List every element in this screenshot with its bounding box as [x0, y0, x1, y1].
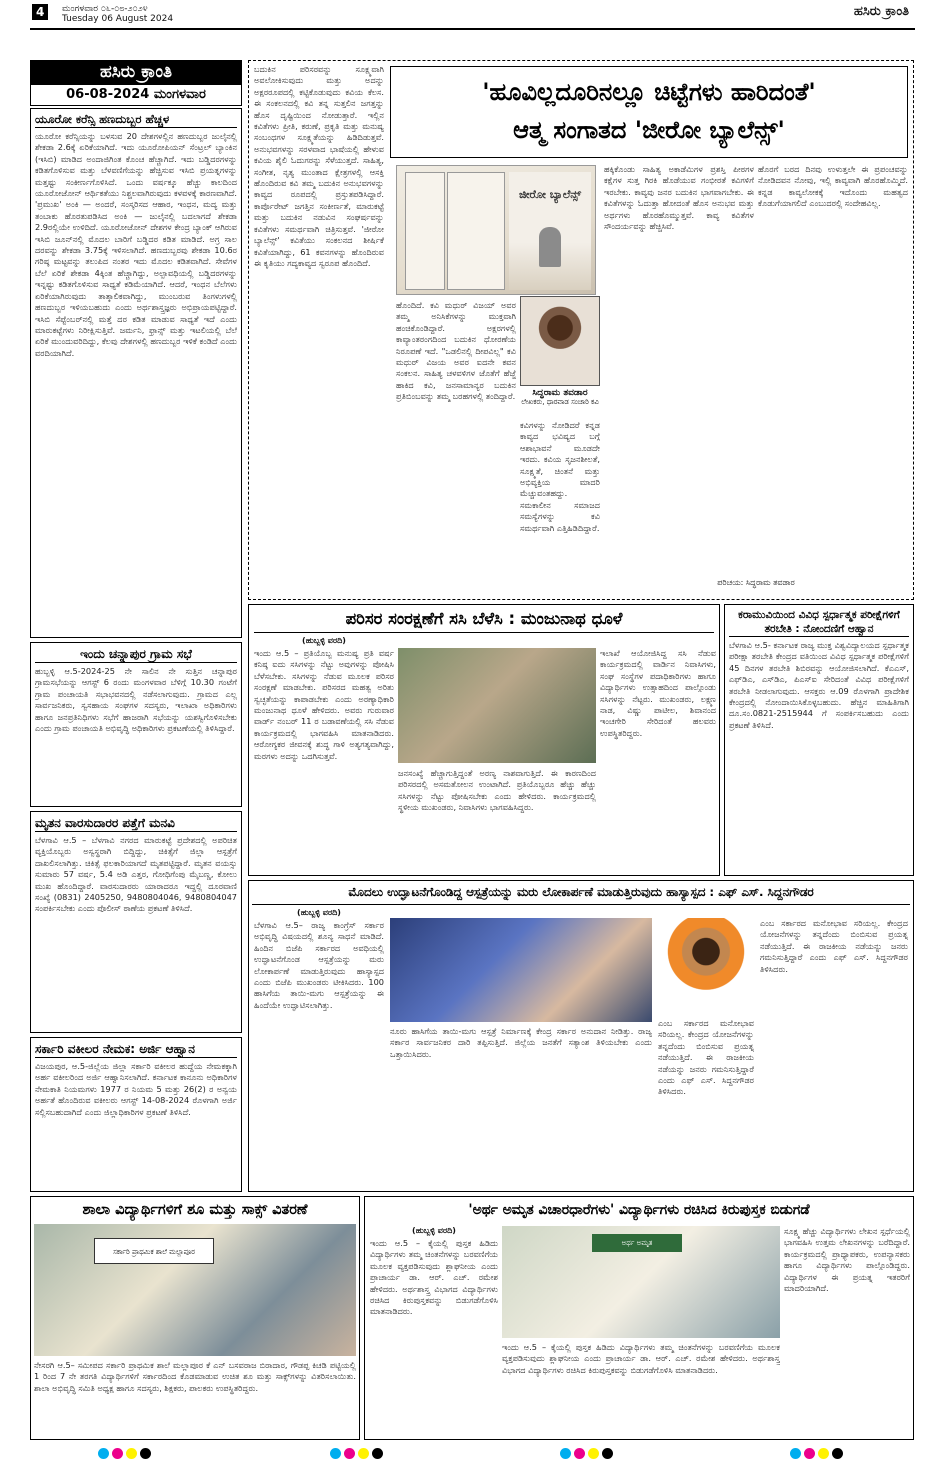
headline: ಪರಿಸರ ಸಂರಕ್ಷಣೆಗೆ ಸಸಿ ಬೆಳೆಸಿ : ಮಂಜುನಾಥ ಧೂಳೆ [345, 609, 623, 628]
poet-caption-box [520, 388, 600, 407]
poet-name: ಸಿದ್ಧರಾಮ ತವಡಾರ [532, 388, 588, 398]
feature-col-4: ಹಕ್ಕಿಕೊಂಡು ಸಾಹಿತ್ಯ ಅಕಾಡೆಮಿಗಳ ಪ್ರಶಸ್ತಿ ಪೀಠಗಳ ಕಕ್ಷೆಗಳ ಸುತ್ತ ಗಿರಕಿ ಹೊಡೆಯುವ ಗಂಭೀರತೆ ಕವಿಗಳಿಗೆ ಇರಬೇಕು. ಕಾವ್ಯವು ಜನರ ಬದುಕಿನ ಭಾಗವಾಗಬೇಕು. ಈ ಕವಿತೆಗಳನ್ನು ಓದುತ್ತಾ ಹೋದಂತೆ ಹೊಸ ಅನುಭವ ಮತ್ತು ಅರ್ಥಗಳು ಹೊರಹೊಮ್ಮುತ್ತವೆ. ಕಾವ್ಯ ಕವಿತೆಗಳ ಸೌಂದರ್ಯವನ್ನು ಹೆಚ್ಚಿಸಿವೆ. [604, 164, 754, 232]
author-credit: ಪರಿಚಯ: ಸಿದ್ಧರಾಮ ತವಡಾರ [717, 578, 795, 587]
environment-body-right: ಇಲಾಖೆ ಆಯೋಜಿಸಿದ್ದ ಸಸಿ ನೆಡುವ ಕಾರ್ಯಕ್ರಮದಲ್ಲಿ ವಾರ್ಡಿನ ನಿವಾಸಿಗಳು, ಸಂಘ ಸಂಸ್ಥೆಗಳ ಪದಾಧಿಕಾರಿಗಳು ಹಾಗೂ ವಿದ್ಯಾರ್ಥಿಗಳು ಉತ್ಸಾಹದಿಂದ ಪಾಲ್ಗೊಂಡು ಸಸಿಗಳನ್ನು ನೆಟ್ಟರು. ಮುಖಂಡರು, ಲಕ್ಷ್ಮಣ ನಾಡ, ವಿಷ್ಣು ಪಾಟೀಲ, ಶಿವಾನಂದ ಇಂಚಗೇರಿ ಸೇರಿದಂತೆ ಹಲವರು ಉಪಸ್ಥಿತರಿದ್ದರು. [600, 648, 716, 738]
registration-marks [330, 1444, 386, 1463]
hospital-body-left: ಬೆಳಗಾವಿ ಆ.5– ರಾಜ್ಯ ಕಾಂಗ್ರೆಸ್ ಸರ್ಕಾರ ಅಭಿವೃದ್ಧಿ ವಿಷಯದಲ್ಲಿ ಶೂನ್ಯ ಸಾಧನೆ ಮಾಡಿದೆ. ಹಿಂದಿನ ಬಿಜೆಪಿ ಸರ್ಕಾರದ ಅವಧಿಯಲ್ಲಿ ಉದ್ಘಾಟನೆಗೊಂಡ ಆಸ್ಪತ್ರೆಯನ್ನು ಮರು ಲೋಕಾರ್ಪಣೆ ಮಾಡುತ್ತಿರುವುದು ಹಾಸ್ಯಾಸ್ಪದ ಎಂದು ಬಿಜೆಪಿ ಮುಖಂಡರು ಟೀಕಿಸಿದರು. 100 ಹಾಸಿಗೆಯ ತಾಯಿ-ಮಗು ಆಸ್ಪತ್ರೆಯನ್ನು ಈ ಹಿಂದೆಯೇ ಉದ್ಘಾಟಿಸಲಾಗಿತ್ತು. [254, 920, 384, 1010]
registration-marks [560, 1444, 616, 1463]
siddanagoudar-photo [658, 918, 754, 1014]
divider [254, 632, 714, 633]
feature-title-line2: ಆತ್ಮ ಸಂಗಾತದ 'ಜೀರೋ ಬ್ಯಾಲೆನ್ಸ್' [513, 116, 785, 144]
story-exam-coaching [724, 604, 914, 876]
hospital-body-mid: ನೂರು ಹಾಸಿಗೆಯ ತಾಯಿ-ಮಗು ಆಸ್ಪತ್ರೆ ನಿರ್ಮಾಣಕ್ಕೆ ಕೇಂದ್ರ ಸರ್ಕಾರ ಅನುದಾನ ನೀಡಿತ್ತು. ರಾಜ್ಯ ಸರ್ಕಾರ ಸಾರ್ವಜನಿಕರ ದಾರಿ ತಪ್ಪಿಸುತ್ತಿದೆ. ಜಿಲ್ಲೆಯ ಜನತೆಗೆ ಸತ್ಯಾಂಶ ತಿಳಿಯಬೇಕು ಎಂದು ಒತ್ತಾಯಿಸಿದರು. [390, 1026, 652, 1059]
headline: ಕರಾಮುವಿಯಿಂದ ವಿವಿಧ ಸ್ಪರ್ಧಾತ್ಮಕ ಪರೀಕ್ಷೆಗಳಿಗೆ ತರಬೇತಿ : ನೋಂದಣಿಗೆ ಆಹ್ವಾನ [729, 608, 909, 637]
tree-planting-photo [398, 648, 596, 763]
feature-col-1: ಬದುಕಿನ ಪರಿಸರವನ್ನು ಸೂಕ್ಷ್ಮವಾಗಿ ಅವಲೋಕಿಸುವುದು ಮತ್ತು ಅದನ್ನು ಅಕ್ಷರರೂಪದಲ್ಲಿ ಕಟ್ಟಿಕೊಡುವುದು ಕವಿಯ ಕೆಲಸ. ಈ ಸಂಕಲನದಲ್ಲಿ ಕವಿ ತನ್ನ ಸುತ್ತಲಿನ ಜಗತ್ತನ್ನು ಹೊಸ ದೃಷ್ಟಿಯಿಂದ ನೋಡುತ್ತಾರೆ. ಇಲ್ಲಿನ ಕವಿತೆಗಳು ಪ್ರೀತಿ, ಕರುಣೆ, ಪ್ರಕೃತಿ ಮತ್ತು ಮನುಷ್ಯ ಸಂಬಂಧಗಳ ಸೂಕ್ಷ್ಮತೆಯನ್ನು ಹಿಡಿದಿಡುತ್ತವೆ. ಅನುಭವಗಳನ್ನು ಸರಳವಾದ ಭಾಷೆಯಲ್ಲಿ ಹೇಳುವ ಕವಿಯ ಶೈಲಿ ಓದುಗರನ್ನು ಸೆಳೆಯುತ್ತದೆ. ಸಾಹಿತ್ಯ, ಸಂಗೀತ, ನೃತ್ಯ ಮುಂತಾದ ಕ್ಷೇತ್ರಗಳಲ್ಲಿ ಆಸಕ್ತಿ ಹೊಂದಿರುವ ಕವಿ ತಮ್ಮ ಬದುಕಿನ ಅನುಭವಗಳನ್ನು ಕಾವ್ಯದ ರೂಪದಲ್ಲಿ ಪ್ರಸ್ತುತಪಡಿಸಿದ್ದಾರೆ. ಕಾರ್ಪೊರೇಟ್ ಜಗತ್ತಿನ ಸಂಕೀರ್ಣತೆ, ಮಾರುಕಟ್ಟೆ ಮತ್ತು ಬದುಕಿನ ನಡುವಿನ ಸಂಘರ್ಷವನ್ನು ಕವಿತೆಗಳು ಸಮರ್ಥವಾಗಿ ಚಿತ್ರಿಸುತ್ತವೆ. 'ಜೀರೋ ಬ್ಯಾಲೆನ್ಸ್' ಕವಿತೆಯು ಸಂಕಲನದ ಶೀರ್ಷಿಕೆ ಕವಿತೆಯಾಗಿದ್ದು, 61 ಕವನಗಳನ್ನು ಹೊಂದಿರುವ ಈ ಕೃತಿಯು ಗದ್ಯಕಾವ್ಯದ ಸ್ವರೂಪ ಹೊಂದಿದೆ. [254, 64, 384, 268]
booklet-body-left: ಇಂದು ಆ.5 – ಕೈಯಲ್ಲಿ ಪುಸ್ತಕ ಹಿಡಿದು ವಿದ್ಯಾರ್ಥಿಗಳು ತಮ್ಮ ಚಿಂತನೆಗಳನ್ನು ಬರವಣಿಗೆಯ ಮೂಲಕ ವ್ಯಕ್ತಪಡಿಸುವುದು ಶ್ಲಾಘನೀಯ ಎಂದು ಪ್ರಾಚಾರ್ಯ ಡಾ. ಆರ್. ಎಚ್. ರಮೇಶ ಹೇಳಿದರು. ಅರ್ಥಶಾಸ್ತ್ರ ವಿಭಾಗದ ವಿದ್ಯಾರ್ಥಿಗಳು ರಚಿಸಿದ ಕಿರುಪುಸ್ತಕವನ್ನು ಬಿಡುಗಡೆಗೊಳಿಸಿ ಮಾತನಾಡಿದರು. [370, 1238, 498, 1317]
headline: ಮೃತನ ವಾರಸುದಾರರ ಪತ್ತೆಗೆ ಮನವಿ [35, 815, 237, 832]
dateline: (ಹುಬ್ಬಳ್ಳಿ ವರದಿ) [297, 908, 341, 917]
school-students-photo [34, 1224, 356, 1356]
headline: ಯೂರೋ ಕರೆನ್ಸಿ ಹಣದುಬ್ಬರ ಹೆಚ್ಚಳ [35, 112, 237, 128]
feature-title-box [390, 66, 908, 158]
booklet-release-photo [502, 1226, 780, 1338]
masthead-title: ಹಸಿರು ಕ್ರಾಂತಿ [99, 62, 173, 82]
story-govt-pleader [30, 1037, 242, 1192]
headline: ಸರ್ಕಾರಿ ವಕೀಲರ ನೇಮಕ: ಅರ್ಜಿ ಆಹ್ವಾನ [35, 1041, 237, 1058]
date-english: Tuesday 06 August 2024 [62, 14, 174, 24]
book-cover-image [396, 165, 596, 295]
headline: ಇಂದು ಚನ್ನಾಪುರ ಗ್ರಾಮ ಸಭೆ [35, 646, 237, 663]
story-unidentified-deceased [30, 811, 242, 1033]
header-rule [30, 28, 915, 30]
masthead [30, 60, 242, 105]
date-kannada: ಮಂಗಳವಾರ ೦೬-೦೮-೨೦೨೪ [62, 4, 148, 14]
story-body: ನೇಸರಗಿ ಆ.5– ಸಮೀಪದ ಸರ್ಕಾರಿ ಪ್ರಾಥಮಿಕ ಶಾಲೆ ಮಲ್ಲಾಪೂರ ಕೆ ಎನ್ ಬಸವರಾಜ ಬಿರಾದಾರ, ಗೌಡಪ್ಪ ಕಿಚಡಿ ಪಟ್ಟಿಯಲ್ಲಿ 1 ರಿಂದ 7 ನೇ ತರಗತಿ ವಿದ್ಯಾರ್ಥಿಗಳಿಗೆ ಸರ್ಕಾರದಿಂದ ಕೊಡಮಾಡುವ ಉಚಿತ ಶೂ ಮತ್ತು ಸಾಕ್ಸ್‌ಗಳನ್ನು ವಿತರಿಸಲಾಯಿತು. ಶಾಲಾ ಅಭಿವೃದ್ಧಿ ಸಮಿತಿ ಅಧ್ಯಕ್ಷ ಹಾಗೂ ಸದಸ್ಯರು, ಶಿಕ್ಷಕರು, ಪಾಲಕರು ಉಪಸ್ಥಿತರಿದ್ದರು. [34, 1360, 356, 1393]
feature-col-5: ಹೊರಗೆ ಬರದ ದಿನವು ಉಳುತ್ತಲೇ ಈ ಪ್ರಪಂಚವನ್ನು ನೋಡಿದವನ ನೋವು, ಇಲ್ಲಿ ಕಾವ್ಯವಾಗಿ ಹೊರಹೊಮ್ಮಿದೆ. ಕನ್ನಡ ಕಾವ್ಯಲೋಕಕ್ಕೆ ಇದೊಂದು ಮಹತ್ವದ ಕೊಡುಗೆಯಾಗಲಿದೆ ಎಂಬುದರಲ್ಲಿ ಸಂದೇಹವಿಲ್ಲ. [758, 164, 908, 209]
booklet-body-mid: ಇಂದು ಆ.5 – ಕೈಯಲ್ಲಿ ಪುಸ್ತಕ ಹಿಡಿದು ವಿದ್ಯಾರ್ಥಿಗಳು ತಮ್ಮ ಚಿಂತನೆಗಳನ್ನು ಬರವಣಿಗೆಯ ಮೂಲಕ ವ್ಯಕ್ತಪಡಿಸುವುದು ಶ್ಲಾಘನೀಯ ಎಂದು ಪ್ರಾಚಾರ್ಯ ಡಾ. ಆರ್. ಎಚ್. ರಮೇಶ ಹೇಳಿದರು. ಅರ್ಥಶಾಸ್ತ್ರ ವಿಭಾಗದ ವಿದ್ಯಾರ್ಥಿಗಳು ರಚಿಸಿದ ಕಿರುಪುಸ್ತಕವನ್ನು ಬಿಡುಗಡೆಗೊಳಿಸಿ ಮಾತನಾಡಿದರು. [502, 1342, 780, 1375]
headline: ಮೊದಲು ಉದ್ಘಾಟನೆಗೊಂಡಿದ್ದ ಆಸ್ಪತ್ರೆಯನ್ನು ಮರು ಲೋಕಾರ್ಪಣೆ ಮಾಡುತ್ತಿರುವುದು ಹಾಸ್ಯಾಸ್ಪದ : ಎಫ್ ಎಸ್. ಸಿದ್ದನಗೌಡರ [348, 885, 814, 899]
headline: ಶಾಲಾ ವಿದ್ಯಾರ್ಥಿಗಳಿಗೆ ಶೂ ಮತ್ತು ಸಾಕ್ಸ್ ವಿತರಣೆ [82, 1202, 308, 1218]
dateline: (ಹುಬ್ಬಳ್ಳಿ ವರದಿ) [412, 1226, 456, 1235]
headline: 'ಅರ್ಥ ಅಮೃತ ವಿಚಾರಧಾರೆಗಳು' ವಿದ್ಯಾರ್ಥಿಗಳು ರಚಿಸಿದ ಕಿರುಪುಸ್ತಕ ಬಿಡುಗಡೆ [468, 1202, 810, 1218]
feature-col-3: ಕವಿಗಳನ್ನು ನೋಡಿದರೆ ಕನ್ನಡ ಕಾವ್ಯದ ಭವಿಷ್ಯದ ಬಗ್ಗೆ ಆಶಾಭಾವನೆ ಮೂಡದೇ ಇರದು. ಕವಿಯ ಸೃಜನಶೀಲತೆ, ಸೂಕ್ಷ್ಮತೆ, ಚಿಂತನೆ ಮತ್ತು ಅಭಿವ್ಯಕ್ತಿಯ ಮಾದರಿ ಮೆಚ್ಚುವಂತಹದ್ದು. ಸಮಕಾಲೀನ ಸಮಾಜದ ಸಮಸ್ಯೆಗಳನ್ನು ಕವಿ ಸಮರ್ಥವಾಗಿ ಎತ್ತಿಹಿಡಿದಿದ್ದಾರೆ. [520, 420, 600, 533]
booklet-body-right: ಸೂಕ್ಷ್ಮ ಹೆಚ್ಚು ವಿದ್ಯಾರ್ಥಿಗಳು ಲೇಖನ ಸ್ಪರ್ಧೆಯಲ್ಲಿ ಭಾಗವಹಿಸಿ ಉತ್ತಮ ಲೇಖನಗಳನ್ನು ಬರೆದಿದ್ದಾರೆ. ಕಾರ್ಯಕ್ರಮದಲ್ಲಿ ಪ್ರಾಧ್ಯಾಪಕರು, ಉಪನ್ಯಾಸಕರು ಹಾಗೂ ವಿದ್ಯಾರ್ಥಿಗಳು ಪಾಲ್ಗೊಂಡಿದ್ದರು. ವಿದ್ಯಾರ್ಥಿಗಳ ಈ ಪ್ರಯತ್ನ ಇತರರಿಗೆ ಮಾದರಿಯಾಗಿದೆ. [784, 1226, 910, 1294]
book-title: ಜೀರೋ ಬ್ಯಾಲೆನ್ಸ್ [518, 188, 582, 201]
hospital-body-right-b: ಎಂಬ ಸರ್ಕಾರದ ಮನೋಭಾವ ಸರಿಯಲ್ಲ. ಕೇಂದ್ರದ ಯೋಜನೆಗಳನ್ನು ತನ್ನದೆಂದು ಬಿಂಬಿಸುವ ಪ್ರಯತ್ನ ನಡೆಯುತ್ತಿದೆ. ಈ ರಾಜಕೀಯ ನಡೆಯನ್ನು ಜನರು ಗಮನಿಸುತ್ತಿದ್ದಾರೆ ಎಂದು ಎಫ್ ಎಸ್. ಸಿದ್ದನಗೌಡರ ತಿಳಿಸಿದರು. [760, 918, 908, 974]
tree-icon [539, 227, 561, 267]
dateline: (ಹುಬ್ಬಳ್ಳಿ ವರದಿ) [302, 636, 346, 645]
booklet-banner: ಅರ್ಥ ಅಮೃತ [592, 1234, 682, 1252]
divider [252, 904, 910, 905]
poet-caption: ಲೇಖಕರು, ಧಾರವಾಡ ಸಂಚಾರಿ ಕವಿ [521, 398, 599, 406]
story-euro-inflation [30, 108, 242, 638]
story-body: ಬೆಳಗಾವಿ ಆ.5 – ಬೆಳಗಾವಿ ನಗರದ ಮಾರುಕಟ್ಟೆ ಪ್ರದೇಶದಲ್ಲಿ ಅಪರಿಚಿತ ವ್ಯಕ್ತಿಯೊಬ್ಬರು ಅಸ್ವಸ್ಥರಾಗಿ ಬಿದ್ದಿದ್ದು, ಚಿಕಿತ್ಸೆಗೆ ಜಿಲ್ಲಾ ಆಸ್ಪತ್ರೆಗೆ ದಾಖಲಿಸಲಾಗಿತ್ತು. ಚಿಕಿತ್ಸೆ ಫಲಕಾರಿಯಾಗದೆ ಮೃತಪಟ್ಟಿದ್ದಾರೆ. ಮೃತನ ವಯಸ್ಸು ಸುಮಾರು 57 ವರ್ಷ, 5.4 ಅಡಿ ಎತ್ತರ, ಗೋಧಿಗೆಂಪು ಮೈಬಣ್ಣ, ಕೋಲು ಮುಖ ಹೊಂದಿದ್ದಾರೆ. ವಾರಸುದಾರರು ಯಾರಾದರೂ ಇದ್ದಲ್ಲಿ ದೂರವಾಣಿ ಸಂಖ್ಯೆ (0831) 2405250, 9480804046, 9480804047 ಸಂಪರ್ಕಿಸಬೇಕು ಎಂದು ಪೊಲೀಸ್ ಠಾಣೆಯ ಪ್ರಕಟಣೆ ತಿಳಿಸಿದೆ. [35, 835, 237, 914]
registration-marks [98, 1444, 154, 1463]
hospital-body-right-a: ಎಂಬ ಸರ್ಕಾರದ ಮನೋಭಾವ ಸರಿಯಲ್ಲ. ಕೇಂದ್ರದ ಯೋಜನೆಗಳನ್ನು ತನ್ನದೆಂದು ಬಿಂಬಿಸುವ ಪ್ರಯತ್ನ ನಡೆಯುತ್ತಿದೆ. ಈ ರಾಜಕೀಯ ನಡೆಯನ್ನು ಜನರು ಗಮನಿಸುತ್ತಿದ್ದಾರೆ ಎಂದು ಎಫ್ ಎಸ್. ಸಿದ್ದನಗೌಡರ ತಿಳಿಸಿದರು. [658, 1018, 754, 1097]
registration-marks [790, 1444, 846, 1463]
header-brand: ಹಸಿರು ಕ್ರಾಂತಿ [853, 4, 909, 19]
story-body: ಯೂರೋ ಕರೆನ್ಸಿಯನ್ನು ಬಳಸುವ 20 ದೇಶಗಳಲ್ಲಿನ ಹಣದುಬ್ಬರ ಜುಲೈನಲ್ಲಿ ಶೇಕಡಾ 2.6ಕ್ಕೆ ಏರಿಕೆಯಾಗಿದೆ. ಇದು ಯೂರೋಪಿಯನ್ ಸೆಂಟ್ರಲ್ ಬ್ಯಾಂಕಿನ (ಇಸಿಬಿ) ಮಾಡಿದ ಅಂದಾಜಿಗಿಂತ ಕೊಂಚ ಹೆಚ್ಚಾಗಿದೆ. ಇದು ಬಡ್ಡಿದರಗಳನ್ನು ಕಡಿತಗೊಳಿಸುವ ಮತ್ತು ಬೆಳವಣಿಗೆಯನ್ನು ಹೆಚ್ಚಿಸುವ ಇಸಿಬಿ ಪ್ರಯತ್ನಗಳನ್ನು ಮತ್ತಷ್ಟು ಸಂಕೀರ್ಣಗೊಳಿಸಿದೆ. ಒಂದು ವರ್ಷಕ್ಕೂ ಹೆಚ್ಚು ಕಾಲದಿಂದ ಯೂರೋಜೋನ್ ಆರ್ಥಿಕತೆಯು ನಿಶ್ಚಲವಾಗಿರುವುದು ಕಳವಳಕ್ಕೆ ಕಾರಣವಾಗಿದೆ. 'ಪ್ರಮುಖ' ಅಂಕಿ — ಅಂದರೆ, ಸಂಸ್ಕರಿಸದ ಆಹಾರ, ಇಂಧನ, ಮದ್ಯ ಮತ್ತು ತಂಬಾಕು ಹೊರತುಪಡಿಸಿದ ಅಂಕಿ — ಜುಲೈನಲ್ಲಿ ಬದಲಾಗದೆ ಶೇಕಡಾ 2.9ರಲ್ಲಿಯೇ ಉಳಿದಿದೆ. ಯೂರೋಜೋನ್ ದೇಶಗಳ ಕೇಂದ್ರ ಬ್ಯಾಂಕ್ ಆಗಿರುವ ಇಸಿಬಿ ಜೂನ್‌ನಲ್ಲಿ ಮೊದಲ ಬಾರಿಗೆ ಬಡ್ಡಿದರ ಕಡಿತ ಮಾಡಿದೆ. ಅಗ್ರ ಸಾಲ ದರವನ್ನು ಶೇಕಡಾ 3.75ಕ್ಕೆ ಇಳಿಸಲಾಗಿದೆ. ಹಣದುಬ್ಬರವು ಶೇಕಡಾ 10.6ರ ಗರಿಷ್ಠ ಮಟ್ಟವನ್ನು ತಲುಪಿದ ನಂತರ ಇದು ಮೊದಲ ಕಡಿತವಾಗಿದೆ. ಸೇವೆಗಳ ಬೆಲೆ ಏರಿಕೆ ಶೇಕಡಾ 4ಕ್ಕಿಂತ ಹೆಚ್ಚಾಗಿದ್ದು, ಅಲ್ಪಾವಧಿಯಲ್ಲಿ ಬಡ್ಡಿದರಗಳನ್ನು ಇನ್ನಷ್ಟು ಕಡಿತಗೊಳಿಸುವ ಸಾಧ್ಯತೆ ಕಡಿಮೆಯಾಗಿದೆ. ಆದರೆ, ಇಂಧನ ಬೆಲೆಗಳು ಏರಿಕೆಯಾಗಿರುವುದು ತಾತ್ಕಾಲಿಕವಾಗಿದ್ದು, ಮುಂಬರುವ ತಿಂಗಳುಗಳಲ್ಲಿ ಹಣದುಬ್ಬರ ಇಳಿಯಬಹುದು ಎಂದು ಅರ್ಥಶಾಸ್ತ್ರಜ್ಞರು ಅಭಿಪ್ರಾಯಪಟ್ಟಿದ್ದಾರೆ. ಇಸಿಬಿ ಸೆಪ್ಟೆಂಬರ್‌ನಲ್ಲಿ ಮತ್ತೆ ದರ ಕಡಿತ ಮಾಡುವ ಸಾಧ್ಯತೆ ಇದೆ ಎಂದು ಮಾರುಕಟ್ಟೆಗಳು ನಿರೀಕ್ಷಿಸುತ್ತಿವೆ. ಜರ್ಮನಿ, ಫ್ರಾನ್ಸ್ ಮತ್ತು ಇಟಲಿಯಲ್ಲಿ ಬೆಲೆ ಏರಿಕೆ ಮುಂದುವರಿದಿದ್ದು, ಕೆಲವು ದೇಶಗಳಲ್ಲಿ ಹಣದುಬ್ಬರ ಇಳಿಕೆ ಕಂಡಿದೆ ಎಂದು ವರದಿಯಾಗಿದೆ. [35, 131, 237, 358]
feature-col-2: ಹೊಂದಿದೆ. ಕವಿ ಮಧುರ್ ವಿಜಯ್ ಅವರ ತಮ್ಮ ಅನಿಸಿಕೆಗಳನ್ನು ಮುಕ್ತವಾಗಿ ಹಂಚಿಕೊಂಡಿದ್ದಾರೆ. ಅಕ್ಷರಗಳಲ್ಲಿ ಕಾವ್ಯಾಂತರಂಗದಿಂದ ಬದುಕಿನ ಧೋರಣೆಯ ನಿರೂಪಣೆ ಇದೆ. "ಒಡಲಿನಲ್ಲಿ ದೀಪವಿಲ್ಲ" ಕವಿ ಮಧುರ್ ವಿಜಯ ಅವರ ಐದನೇ ಕವನ ಸಂಕಲನ. ಸಾಹಿತ್ಯ ಚಳವಳಿಗಳ ಜೊತೆಗೆ ಹೆಜ್ಜೆ ಹಾಕಿದ ಕವಿ, ಜನಸಾಮಾನ್ಯರ ಬದುಕಿನ ಪ್ರತಿಬಿಂಬವನ್ನು ತಮ್ಮ ಬರಹಗಳಲ್ಲಿ ತಂದಿದ್ದಾರೆ. [396, 300, 516, 402]
book-back-cover [447, 172, 505, 290]
book-front-cover [509, 172, 591, 290]
environment-body-left: ಇಂದು ಆ.5 – ಪ್ರತಿಯೊಬ್ಬ ಮನುಷ್ಯ ಪ್ರತಿ ವರ್ಷ ಕನಿಷ್ಠ ಐದು ಸಸಿಗಳನ್ನು ನೆಟ್ಟು ಅವುಗಳನ್ನು ಪೋಷಿಸಿ ಬೆಳೆಸಬೇಕು. ಸಸಿಗಳನ್ನು ನೆಡುವ ಮೂಲಕ ಪರಿಸರ ಸಂರಕ್ಷಣೆ ಮಾಡಬೇಕು. ಪರಿಸರದ ಮಹತ್ವ ಅರಿತು ಸ್ವಚ್ಛತೆಯನ್ನು ಕಾಪಾಡಬೇಕು ಎಂದು ಅರಣ್ಯಾಧಿಕಾರಿ ಮಂಜುನಾಥ ಧೂಳೆ ಹೇಳಿದರು. ಅವರು ಗುರುವಾರ ವಾರ್ಡ್ ನಂಬರ್ 11 ರ ಬಡಾವಣೆಯಲ್ಲಿ ಸಸಿ ನೆಡುವ ಕಾರ್ಯಕ್ರಮದಲ್ಲಿ ಭಾಗವಹಿಸಿ ಮಾತನಾಡಿದರು. ಆರೋಗ್ಯಕರ ಜೀವನಕ್ಕೆ ಶುದ್ಧ ಗಾಳಿ ಅತ್ಯಗತ್ಯವಾಗಿದ್ದು, ಮರಗಳು ಅದನ್ನು ಒದಗಿಸುತ್ತವೆ. [254, 648, 394, 761]
school-banner: ಸರ್ಕಾರಿ ಪ್ರಾಥಮಿಕ ಶಾಲೆ ಮಲ್ಲಾಪೂರ [94, 1238, 214, 1264]
environment-body-mid: ಜನಸಂಖ್ಯೆ ಹೆಚ್ಚಾಗುತ್ತಿದ್ದಂತೆ ಅರಣ್ಯ ನಾಶವಾಗುತ್ತಿದೆ. ಈ ಕಾರಣದಿಂದ ಪರಿಸರದಲ್ಲಿ ಅಸಮತೋಲನ ಉಂಟಾಗಿದೆ. ಪ್ರತಿಯೊಬ್ಬರೂ ಹೆಚ್ಚು ಹೆಚ್ಚು ಸಸಿಗಳನ್ನು ನೆಟ್ಟು ಪೋಷಿಸಬೇಕು ಎಂದು ಹೇಳಿದರು. ಕಾರ್ಯಕ್ರಮದಲ್ಲಿ ಸ್ಥಳೀಯ ಮುಖಂಡರು, ನಿವಾಸಿಗಳು ಭಾಗವಹಿಸಿದ್ದರು. [398, 768, 596, 813]
story-body: ವಿಜಯಪುರ, ಆ.5-ಜಿಲ್ಲೆಯ ಜಿಲ್ಲಾ ಸರ್ಕಾರಿ ವಕೀಲರ ಹುದ್ದೆಯ ನೇಮಕಕ್ಕಾಗಿ ಅರ್ಹ ವಕೀಲರಿಂದ ಅರ್ಜಿ ಆಹ್ವಾನಿಸಲಾಗಿದೆ. ಕರ್ನಾಟಕ ಕಾನೂನು ಅಧಿಕಾರಿಗಳ ನೇಮಕಾತಿ ನಿಯಮಗಳು 1977 ರ ನಿಯಮ 5 ಮತ್ತು 26(2) ರ ಅನ್ವಯ ಅರ್ಹತೆ ಹೊಂದಿರುವ ವಕೀಲರು ಆಗಸ್ಟ್ 14-08-2024 ರೊಳಗಾಗಿ ಅರ್ಜಿ ಸಲ್ಲಿಸಬಹುದಾಗಿದೆ ಎಂದು ಜಿಲ್ಲಾಧಿಕಾರಿಗಳ ಪ್ರಕಟಣೆ ತಿಳಿಸಿದೆ. [35, 1061, 237, 1117]
book-spine [405, 172, 445, 290]
page-number: 4 [32, 4, 48, 20]
masthead-date: 06-08-2024 ಮಂಗಳವಾರ [30, 84, 242, 106]
dateline [62, 4, 173, 24]
poet-photo [520, 296, 600, 386]
feature-title-line1: 'ಹೂವಿಲ್ಲದೂರಿನಲ್ಲೂ ಚಿಟ್ಟೆಗಳು ಹಾರಿದಂತೆ' [482, 78, 816, 106]
hospital-event-photo [390, 918, 652, 1022]
story-gram-sabha [30, 642, 242, 807]
story-body: ಹುಬ್ಬಳ್ಳಿ ಆ.5-2024-25 ನೇ ಸಾಲಿನ ನೇ ಸುತ್ತಿನ ಚನ್ನಾಪುರ ಗ್ರಾಮಸಭೆಯನ್ನು ಆಗಸ್ಟ್ 6 ರಂದು ಮಂಗಳವಾರ ಬೆಳಿಗ್ಗೆ 10.30 ಗಂಟೆಗೆ ಗ್ರಾಮ ಪಂಚಾಯತಿ ಸಭಾಭವನದಲ್ಲಿ ನಡೆಸಲಾಗುವುದು. ಗ್ರಾಮದ ಎಲ್ಲ ಸಾರ್ವಜನಿಕರು, ಸ್ವಸಹಾಯ ಸಂಘಗಳ ಸದಸ್ಯರು, ಇಲಾಖಾ ಅಧಿಕಾರಿಗಳು ಹಾಗೂ ಜನಪ್ರತಿನಿಧಿಗಳು ಸಭೆಗೆ ಹಾಜರಾಗಿ ಸಭೆಯನ್ನು ಯಶಸ್ವಿಗೊಳಿಸಬೇಕು ಎಂದು ಗ್ರಾಮ ಪಂಚಾಯತಿ ಅಭಿವೃದ್ಧಿ ಅಧಿಕಾರಿಗಳು ಪ್ರಕಟಣೆಯಲ್ಲಿ ತಿಳಿಸಿದ್ದಾರೆ. [35, 666, 237, 734]
story-body: ಬೆಳಗಾವಿ ಆ.5- ಕರ್ನಾಟಕ ರಾಜ್ಯ ಮುಕ್ತ ವಿಶ್ವವಿದ್ಯಾಲಯದ ಸ್ಪರ್ಧಾತ್ಮಕ ಪರೀಕ್ಷಾ ತರಬೇತಿ ಕೇಂದ್ರದ ವತಿಯಿಂದ ವಿವಿಧ ಸ್ಪರ್ಧಾತ್ಮಕ ಪರೀಕ್ಷೆಗಳಿಗೆ 45 ದಿನಗಳ ತರಬೇತಿ ಶಿಬಿರವನ್ನು ಆಯೋಜಿಸಲಾಗಿದೆ. ಕೆಎಎಸ್, ಎಫ್‌ಡಿಎ, ಎಸ್‌ಡಿಎ, ಪಿಎಸ್‌ಐ ಸೇರಿದಂತೆ ವಿವಿಧ ಪರೀಕ್ಷೆಗಳಿಗೆ ತರಬೇತಿ ನೀಡಲಾಗುವುದು. ಆಸಕ್ತರು ಆ.09 ರೊಳಗಾಗಿ ಪ್ರಾದೇಶಿಕ ಕೇಂದ್ರದಲ್ಲಿ ನೋಂದಾಯಿಸಿಕೊಳ್ಳಬಹುದು. ಹೆಚ್ಚಿನ ಮಾಹಿತಿಗಾಗಿ ದೂ.ಸಂ.0821-2515944 ಗೆ ಸಂಪರ್ಕಿಸಬಹುದು ಎಂದು ಪ್ರಕಟಣೆ ತಿಳಿಸಿದೆ. [729, 640, 909, 730]
